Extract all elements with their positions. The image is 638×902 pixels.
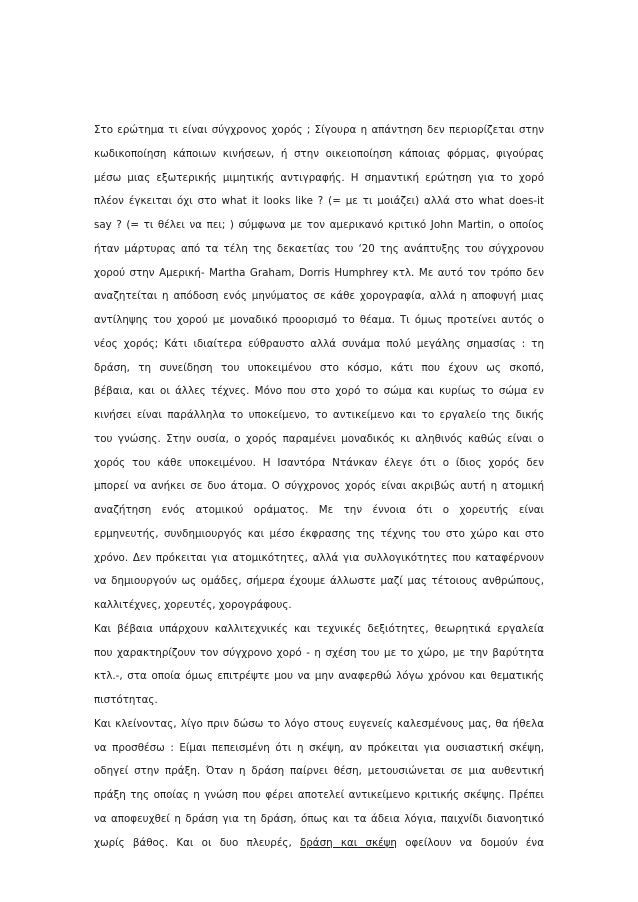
text-line: πράξη της οποίας η γνώση που φέρει αποτελεί αντικείμενο κριτικής σκέψης. Πρέπει — [94, 789, 544, 801]
underlined-phrase: δράση και σκέψη — [299, 836, 397, 849]
text-line: πιστότητας. — [94, 694, 158, 706]
text-line: χρόνο. Δεν πρόκειται για ατομικότητες, αλλά για συλλογικότητες που καταφέρνουν — [94, 551, 544, 564]
text-line: Και κλείνοντας, λίγο πριν δώσω το λόγο στους ευγενείς καλεσμένους μας, θα ήθελα — [94, 717, 544, 730]
paragraph-1 — [94, 119, 544, 618]
text-line: Και βέβαια υπάρχουν καλλιτεχνικές και τεχνικές δεξιότητες, θεωρητικά εργαλεία — [94, 622, 544, 635]
paragraph-2 — [94, 618, 544, 713]
text-line: βέβαια, και οι άλλες τέχνες. Μόνο που στο χορό το σώμα και κυρίως το σώμα εν — [94, 385, 544, 398]
text-line: ερμηνευτής, συνδημιουργός και μέσο έκφρασης της τέχνης του στο χώρο και στο — [94, 527, 544, 540]
text-line: δράση, τη συνείδηση του υποκειμένου στο κόσμο, κάτι που έχουν ως σκοπό, — [94, 361, 544, 374]
text-line: κωδικοποίηση κάποιων κινήσεων, ή στην οικειοποίηση κάποιας φόρμας, φιγούρας — [94, 147, 544, 160]
text-line: ήταν μάρτυρας από τα τέλη της δεκαετίας του ‘20 της ανάπτυξης του σύγχρονου — [94, 242, 544, 255]
text-line: κινήσει είναι παράλληλα το υποκείμενο, το αντικείμενο και το εργαλείο της δικής — [94, 409, 544, 421]
text-line: του γνώσης. Στην ουσία, ο χορός παραμένει μοναδικός κι αληθινός καθώς είναι ο — [94, 432, 544, 445]
final-line-before: χωρίς βάθος. Και οι δυο πλευρές, — [94, 836, 300, 849]
text-line: να προσθέσω : Είμαι πεπεισμένη ότι η σκέψη, αν πρόκειται για ουσιαστική σκέψη, — [94, 741, 544, 754]
text-line: μέσω μιας εξωτερικής μιμητικής αντιγραφής. Η σημαντική ερώτηση για το χορό — [94, 171, 544, 184]
text-line: Στο ερώτημα τι είναι σύγχρονος χορός ; Σίγουρα η απάντηση δεν περιορίζεται στην — [94, 124, 544, 136]
text-line-final — [94, 832, 544, 856]
text-line: μπορεί να ανήκει σε δυο άτομα. Ο σύγχρονος χορός είναι ακριβώς αυτή η ατομική — [94, 480, 544, 493]
text-line: να δημιουργούν ως ομάδες, σήμερα έχουμε άλλωστε μαζί μας τέτοιους ανθρώπους, — [94, 575, 544, 588]
text-line: που χαρακτηρίζουν τον σύγχρονο χορό - η σχέση του με το χώρο, με την βαρύτητα — [94, 646, 544, 659]
text-line: νέος χορός; Κάτι ιδιαίτερα εύθραυστο αλλά συνάμα πολύ μεγάλης σημασίας : τη — [94, 337, 544, 350]
text-line: οδηγεί στην πράξη. Όταν η δράση παίρνει θέση, μετουσιώνεται σε μια αυθεντική — [94, 765, 544, 778]
paragraph-3 — [94, 713, 544, 856]
document-body — [94, 119, 544, 855]
text-line: να αποφευχθεί η δράση για τη δράση, όπως και τα άδεια λόγια, παιχνίδι διανοητικό — [94, 812, 544, 825]
final-line-after: οφείλουν να δομούν ένα — [396, 836, 544, 849]
text-line: κτλ.-, στα οποία όμως επιτρέψτε μου να μην αναφερθώ λόγω χρόνου και θεματικής — [94, 670, 544, 683]
text-line: αναζήτηση ενός ατομικού οράματος. Με την έννοια ότι ο χορευτής είναι — [94, 504, 544, 516]
text-line: πλέον έγκειται όχι στο what it looks like ? (= με τι μοιάζει) αλλά στο what does-it — [94, 195, 544, 208]
text-line: χορός του κάθε υποκειμένου. Η Ισαντόρα Ντάνκαν έλεγε ότι ο ίδιος χορός δεν — [94, 456, 544, 469]
text-line: say ? (= τι θέλει να πει; ) σύμφωνα με τον αμερικανό κριτικό John Martin, ο οποίος — [94, 219, 544, 231]
text-line: χορού στην Αμερική- Martha Graham, Dorris Humphrey κτλ. Με αυτό τον τρόπο δεν — [94, 266, 544, 279]
text-line: αναζητείται η απόδοση ενός μηνύματος σε κάθε χορογραφία, αλλά η αποφυγή μιας — [94, 290, 544, 303]
text-line: καλλιτέχνες, χορευτές, χορογράφους. — [94, 599, 292, 611]
text-line: αντίληψης του χορού με μοναδικό προορισμό το θέαμα. Τι όμως προτείνει αυτός ο — [94, 314, 544, 326]
